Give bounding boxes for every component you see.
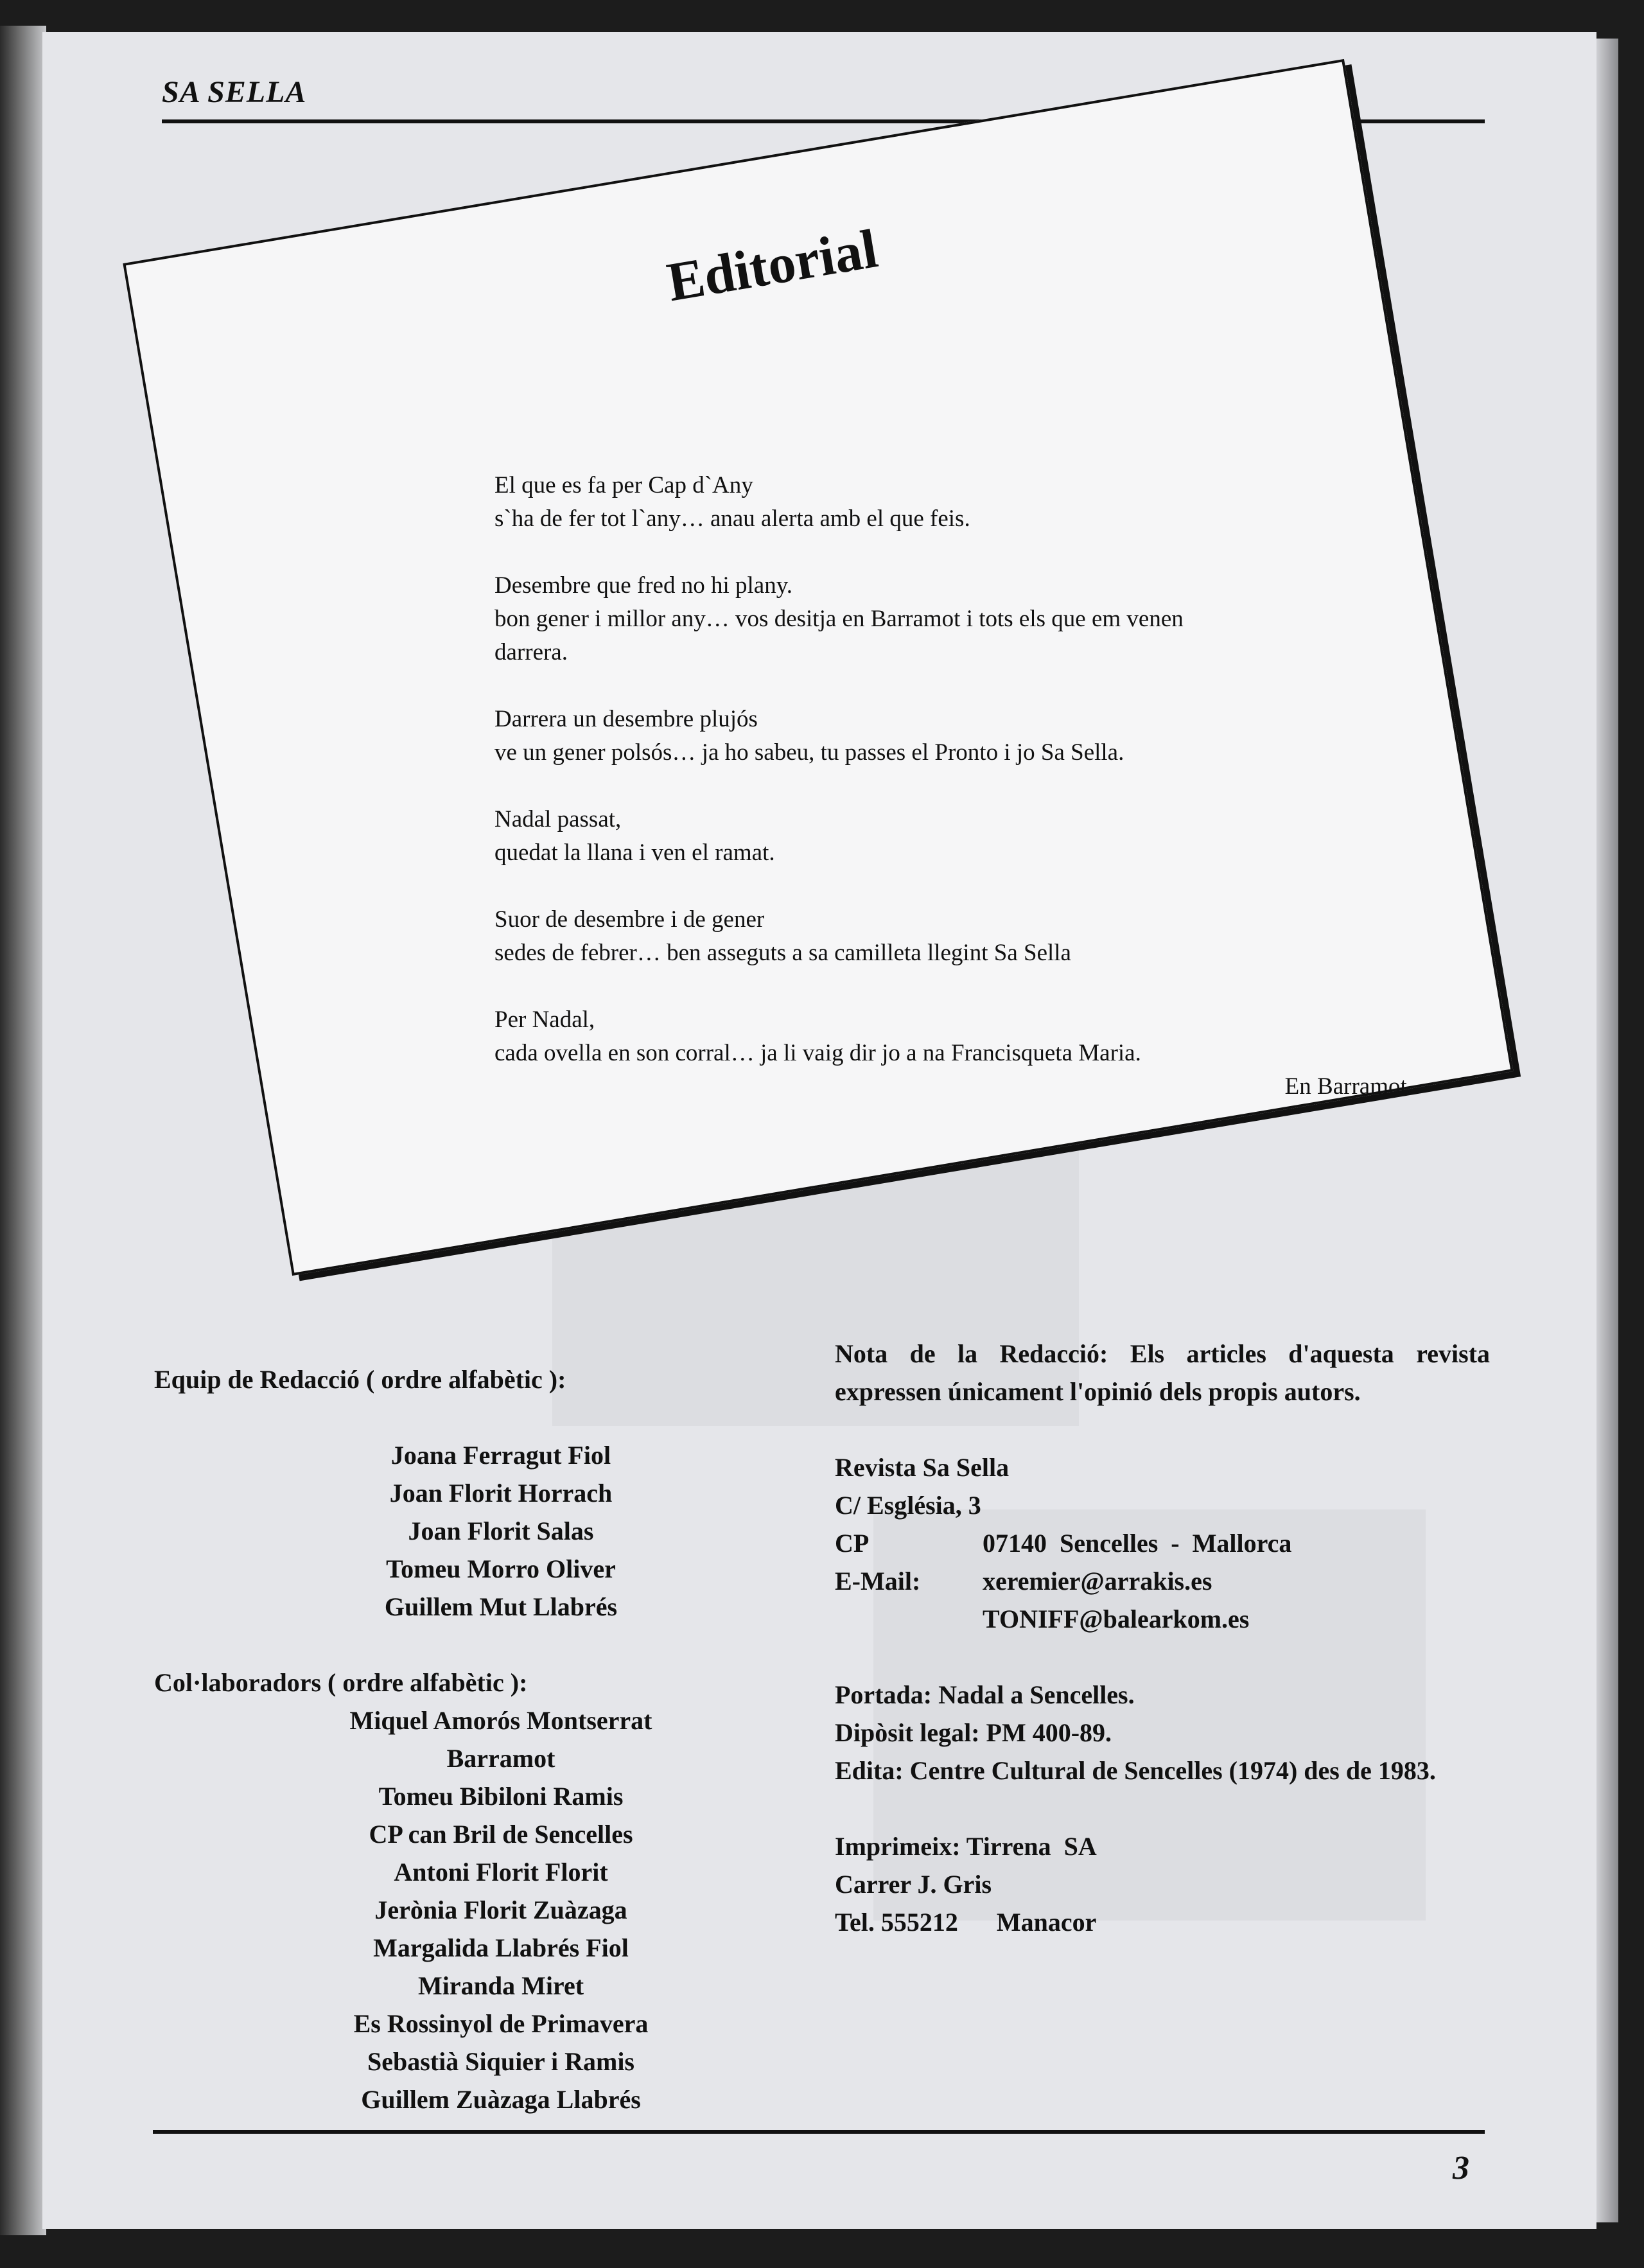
poem-line: cada ovella en son corral… ja li vaig dir jo a na Francisqueta Maria. <box>494 1040 1141 1066</box>
team-member: Guillem Mut Llabrés <box>384 1592 618 1621</box>
stanza <box>494 903 1419 970</box>
poem-line: Nadal passat, <box>494 806 622 832</box>
collaborator: Margalida Llabrés Fiol <box>373 1933 629 1962</box>
page-edge <box>1596 39 1618 2222</box>
collaborator: Guillem Zuàzaga Llabrés <box>361 2085 641 2114</box>
collaborator: Barramot <box>446 1744 555 1773</box>
email-line <box>835 1562 1490 1600</box>
email-line <box>835 1600 1490 1638</box>
editorial-signature: En Barramot. <box>1284 1073 1413 1100</box>
publisher-credit: Edita: Centre Cultural de Sencelles (1974) des de 1983. <box>835 1756 1436 1785</box>
stanza <box>494 703 1419 769</box>
poem-line: darrera. <box>494 639 568 665</box>
collaborator: Miranda Miret <box>417 1971 584 2000</box>
postal-code-label: CP <box>835 1529 870 1558</box>
poem-line: bon gener i millor any… vos desitja en Barramot i tots els que em venen <box>494 606 1184 632</box>
printer-phone: Tel. 555212 Manacor <box>835 1908 1097 1937</box>
poem-line: ve un gener polsós… ja ho sabeu, tu passes el Pronto i jo Sa Sella. <box>494 739 1124 766</box>
poem-line: s`ha de fer tot l`any… anau alerta amb el que feis. <box>494 505 970 532</box>
poem-line: quedat la llana i ven el ramat. <box>494 840 775 866</box>
page-number: 3 <box>1453 2150 1469 2186</box>
stanza <box>494 803 1419 870</box>
printer-name: Imprimeix: Tirrena SA <box>835 1832 1097 1861</box>
footer-rule <box>153 2130 1485 2134</box>
collaborator: Es Rossinyol de Primavera <box>353 2009 649 2038</box>
poem-line: Per Nadal, <box>494 1007 595 1033</box>
legal-deposit: Dipòsit legal: PM 400-89. <box>835 1718 1112 1747</box>
team-member: Tomeu Morro Oliver <box>386 1554 616 1583</box>
stanza <box>494 469 1419 536</box>
postal-line <box>835 1524 1490 1562</box>
collaborator: Antoni Florit Florit <box>394 1858 608 1886</box>
editorial-title: Editorial <box>663 217 882 313</box>
team-title: Equip de Redacció ( ordre alfabètic ): <box>154 1365 566 1394</box>
binding-shadow <box>0 26 46 2235</box>
cover-credit: Portada: Nadal a Sencelles. <box>835 1680 1135 1709</box>
printer-block <box>835 1827 1490 1941</box>
publication-credits <box>835 1676 1490 1789</box>
contact-block <box>835 1448 1490 1638</box>
poem-line: Darrera un desembre plujós <box>494 706 758 732</box>
stanza <box>494 1003 1419 1103</box>
magazine-name: Revista Sa Sella <box>835 1453 1010 1482</box>
stanza <box>494 569 1419 669</box>
credits-right-column <box>835 1335 1490 1979</box>
credits-left-column <box>154 1360 848 2118</box>
street-address: C/ Església, 3 <box>835 1491 981 1520</box>
poem-line: Suor de desembre i de gener <box>494 906 765 933</box>
editorial-poem <box>494 469 1419 1103</box>
collaborator: Jerònia Florit Zuàzaga <box>374 1895 627 1924</box>
email-address: TONIFF@balearkom.es <box>983 1604 1250 1633</box>
team-member: Joan Florit Horrach <box>389 1479 613 1508</box>
redaction-note-block <box>835 1335 1490 1411</box>
publication-name: SA SELLA <box>162 75 307 109</box>
team-member: Joana Ferragut Fiol <box>390 1441 611 1470</box>
poem-line: El que es fa per Cap d`Any <box>494 472 753 498</box>
collaborators-title: Col·laboradors ( ordre alfabètic ): <box>154 1668 528 1697</box>
redaction-note: Nota de la Redacció: Els articles d'aquesta revista expressen únicament l'opinió dels propis autors. <box>835 1339 1490 1406</box>
collaborator: Miquel Amorós Montserrat <box>349 1706 652 1735</box>
email-label: E-Mail: <box>835 1567 921 1596</box>
team-member: Joan Florit Salas <box>408 1516 594 1545</box>
email-address: xeremier@arrakis.es <box>983 1567 1212 1596</box>
collaborator: CP can Bril de Sencelles <box>369 1820 633 1849</box>
printer-street: Carrer J. Gris <box>835 1870 992 1899</box>
collaborator: Sebastià Siquier i Ramis <box>367 2047 634 2076</box>
postal-code-city: 07140 Sencelles - Mallorca <box>983 1529 1292 1558</box>
collaborator: Tomeu Bibiloni Ramis <box>378 1782 624 1811</box>
poem-line: Desembre que fred no hi plany. <box>494 572 793 599</box>
poem-line: sedes de febrer… ben asseguts a sa camilleta llegint Sa Sella <box>494 940 1071 966</box>
